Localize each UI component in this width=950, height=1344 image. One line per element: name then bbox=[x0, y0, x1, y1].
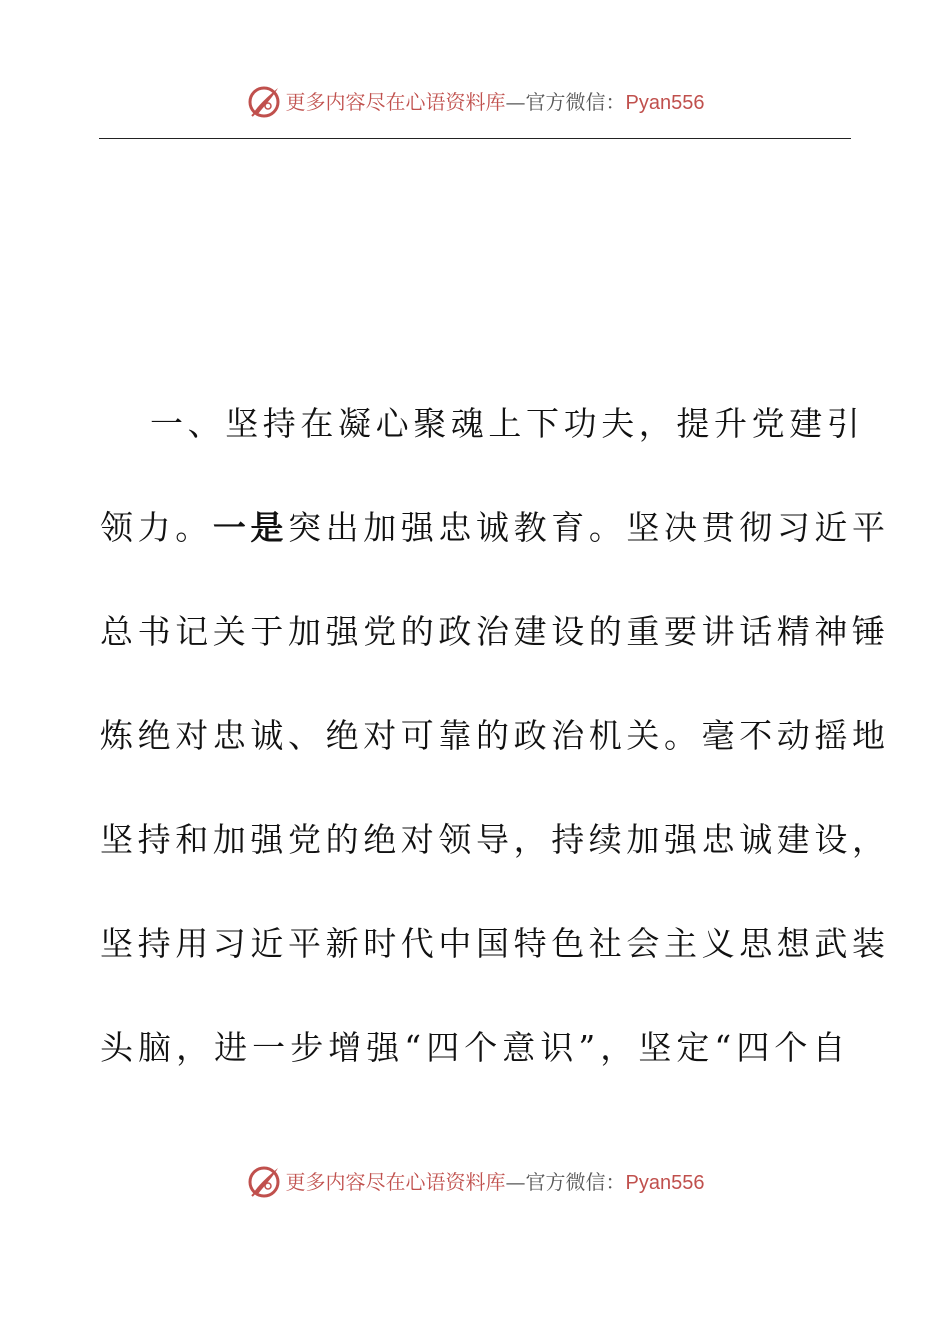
body-line-2 bbox=[100, 476, 890, 580]
footer-dash: — bbox=[505, 1169, 526, 1194]
quill-logo-icon bbox=[246, 84, 282, 120]
footer-promo-text: 更多内容尽在心语资料库 bbox=[285, 1169, 506, 1194]
header-wechat-label: 官方微信： bbox=[525, 89, 626, 114]
footer-wechat-label: 官方微信： bbox=[525, 1169, 626, 1194]
header-divider bbox=[99, 138, 851, 139]
quill-logo-icon bbox=[246, 1164, 282, 1200]
body-line-7: 头脑，进一步增强“四个意识”，坚定“四个自 bbox=[100, 1028, 850, 1067]
header-wechat-id: Pyan556 bbox=[625, 91, 705, 114]
header-promo bbox=[286, 82, 705, 123]
body-line-5: 坚持和加强党的绝对领导，持续加强忠诚建设， bbox=[100, 820, 890, 859]
footer-banner bbox=[0, 1162, 950, 1202]
body-line-4: 炼绝对忠诚、绝对可靠的政治机关。毫不动摇地 bbox=[100, 716, 890, 755]
body-line-3: 总书记关于加强党的政治建设的重要讲话精神锤 bbox=[100, 612, 890, 651]
header-banner bbox=[0, 82, 950, 122]
header-dash: — bbox=[505, 89, 526, 114]
footer-wechat-id: Pyan556 bbox=[625, 1171, 705, 1194]
body-line-2-emphasis: 一是 bbox=[212, 508, 289, 547]
body-line-2-rest: 突出加强忠诚教育。坚决贯彻习近平 bbox=[288, 508, 890, 547]
body-line-6: 坚持用习近平新时代中国特色社会主义思想武装 bbox=[100, 924, 890, 963]
document-body bbox=[100, 372, 890, 1100]
body-line-2-start: 领力。 bbox=[100, 508, 213, 547]
header-promo-text: 更多内容尽在心语资料库 bbox=[285, 89, 506, 114]
body-line-1: 一、坚持在凝心聚魂上下功夫，提升党建引 bbox=[150, 404, 865, 443]
footer-promo bbox=[286, 1162, 705, 1203]
